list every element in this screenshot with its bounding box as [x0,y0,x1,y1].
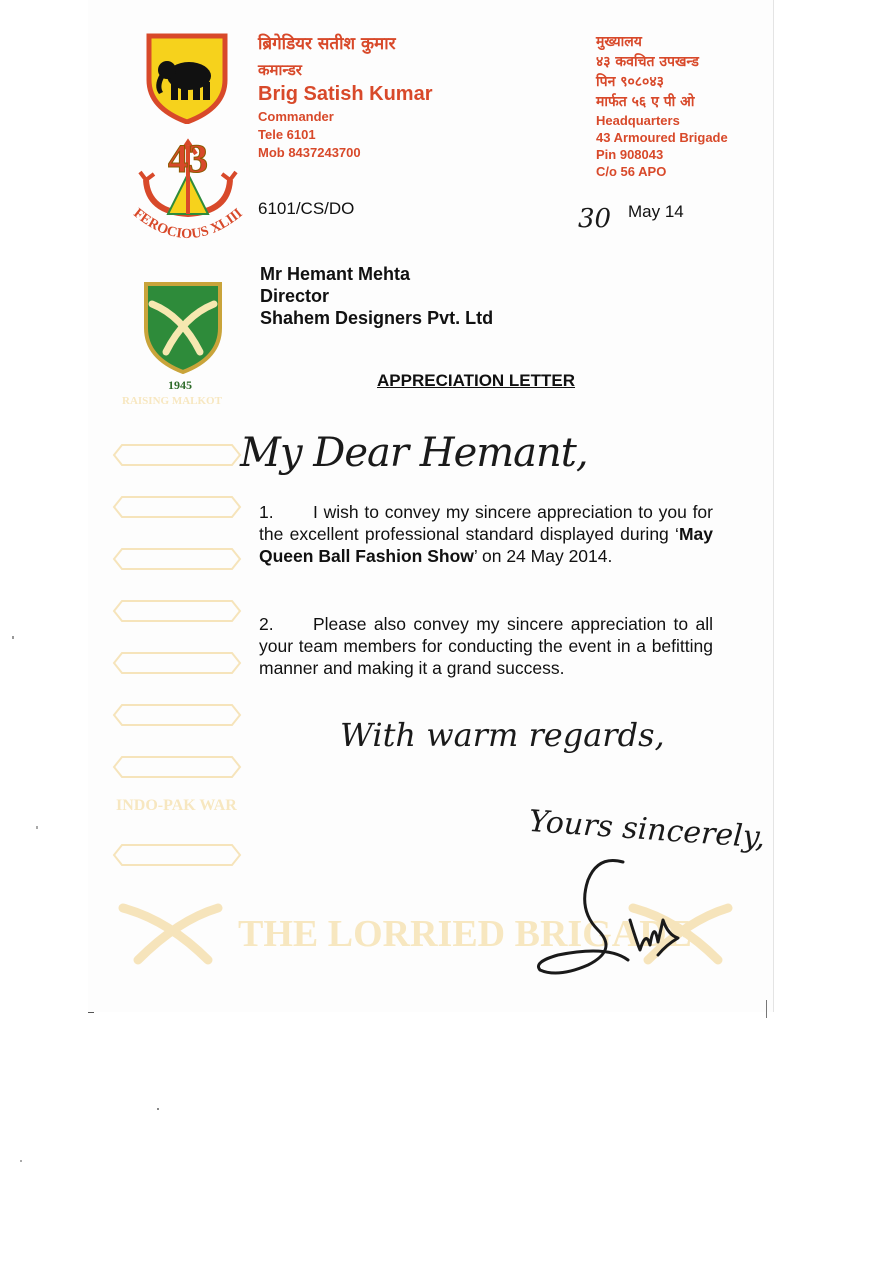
hq-hindi-line: मार्फत ५६ ए पी ओ [596,94,695,110]
date-day-handwritten: 30 [578,204,612,234]
paragraph-1-text-end: ’ on 24 May 2014. [473,546,613,566]
watermark-scrolls [112,425,252,785]
mobile-number: Mob 8437243700 [258,145,361,160]
elephant-shield-icon [145,32,229,124]
title-hindi: कमान्डर [258,61,302,79]
title-english: Commander [258,109,334,124]
hq-address [596,32,728,180]
hq-english-line: Headquarters [596,113,680,128]
reference-number: 6101/CS/DO [258,199,355,218]
paragraph-1-text: I wish to convey my sincere appreciation to you for the excellent professional standard displayed during ‘ [259,502,713,544]
svg-text:FEROCIOUS XLIII: FEROCIOUS XLIII [130,205,246,243]
closing-sincerely-handwritten: Yours sincerely, [527,804,767,856]
recipient-company: Shahem Designers Pvt. Ltd [260,308,494,328]
event-name: May Queen Ball Fashion Show [259,524,713,566]
scan-speck [157,1108,159,1110]
signature-image [528,850,698,985]
letter-subject: APPRECIATION LETTER [377,371,576,390]
paragraph-1 [259,501,713,567]
name-hindi: ब्रिगेडियर सतीश कुमार [258,34,396,54]
paragraph-2 [259,613,713,679]
hq-english-line: C/o 56 APO [596,164,667,179]
watermark-war: INDO-PAK WAR [116,797,237,814]
recipient-designation: Director [260,286,330,306]
sheet-edge-mark [88,1012,94,1013]
hq-hindi-line: मुख्यालय [596,34,642,50]
hq-hindi-line: पिन ९०८०४३ [596,74,664,90]
paragraph-2-text: Please also convey my sincere appreciation to all your team members for conducting the event in a befitting manner and making it a grand success. [259,614,713,678]
watermark-raising: RAISING MALKOT [122,395,222,407]
watermark-khukri-left-icon [118,900,228,970]
scan-speck [12,636,14,639]
name-english: Brig Satish Kumar [258,83,433,105]
sheet-edge-mark [766,1000,767,1018]
watermark-column [112,395,252,915]
salutation-handwritten: My Dear Hemant, [240,430,588,476]
hq-english-line: 43 Armoured Brigade [596,130,728,145]
emblem-motto [118,196,258,266]
hq-english-line: Pin 908043 [596,147,664,162]
recipient-block [260,263,493,329]
emblem-number: 43 [168,136,208,181]
closing-regards-handwritten: With warm regards, [340,716,665,754]
watermark-footer: THE LORRIED BRIGADE [238,913,692,955]
date-month-year: May 14 [628,202,684,221]
hq-hindi-line: ४३ कवचित उपखन्ड [596,54,699,70]
watermark-scroll [112,835,252,885]
shield-year: 1945 [168,378,192,392]
recipient-name: Mr Hemant Mehta [260,264,411,284]
khukri-shield-icon [142,280,224,374]
paragraph-2-number: 2. [259,614,274,634]
tele-number: Tele 6101 [258,127,316,142]
scan-speck [36,826,38,829]
scan-speck [20,1160,22,1162]
paragraph-1-number: 1. [259,502,274,522]
